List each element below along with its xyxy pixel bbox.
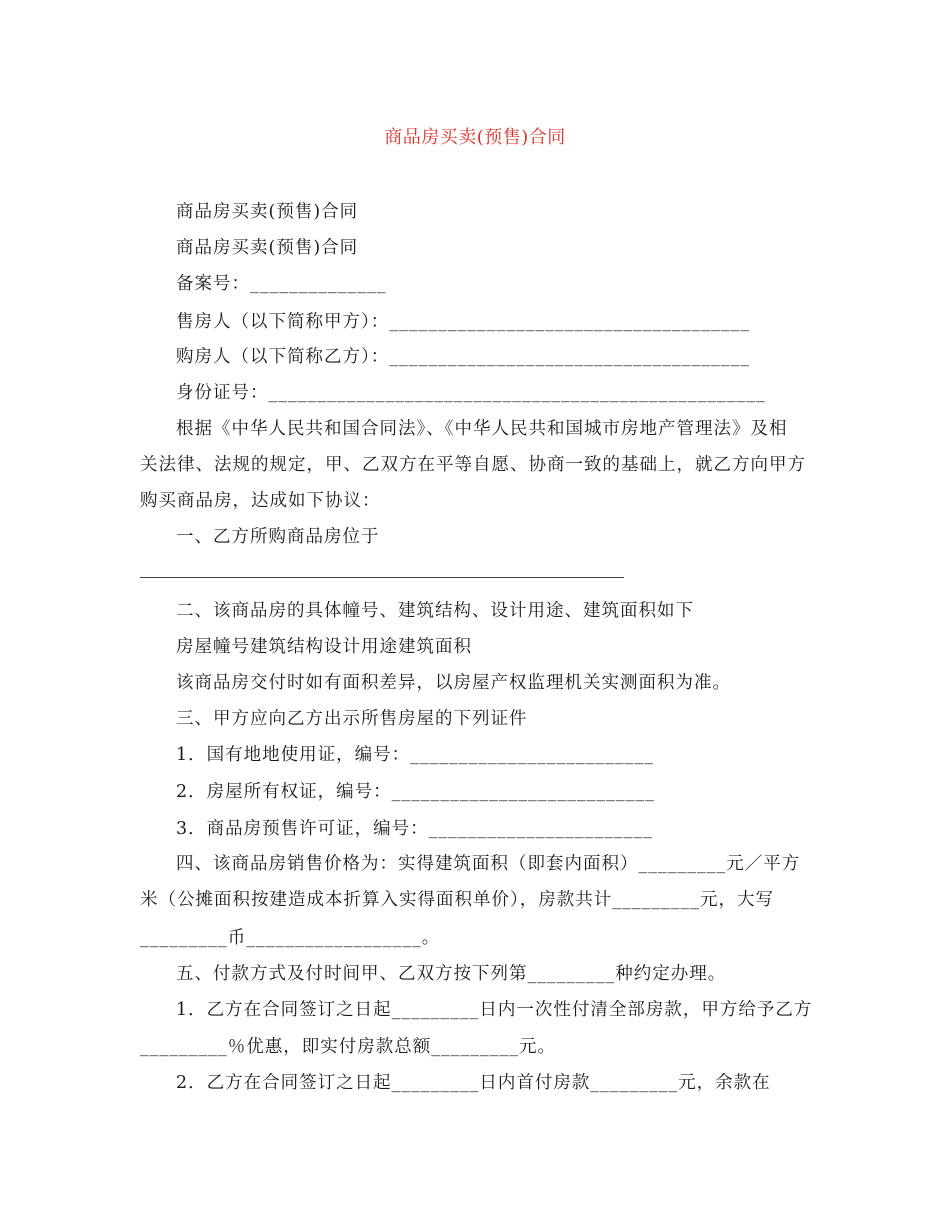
clause-4-line-2: 米（公摊面积按建造成本折算入实得面积单价），房款共计_________元，大写 xyxy=(140,890,774,910)
clause-4-line-3: _________币__________________。 xyxy=(140,928,441,948)
clause-4-line-1: 四、该商品房销售价格为：实得建筑面积（即套内面积）_________元／平方 xyxy=(176,854,801,874)
clause-3-item-2: 2．房屋所有权证，编号：___________________________ xyxy=(176,782,655,802)
subtitle-line-2: 商品房买卖(预售)合同 xyxy=(176,238,359,258)
clause-1-location: 一、乙方所购商品房位于 xyxy=(176,527,380,547)
seller-line: 售房人（以下简称甲方）：_____________________________________ xyxy=(176,312,750,332)
clause-5-item-1-line-1: 1．乙方在合同签订之日起_________日内一次性付清全部房款，甲方给予乙方 xyxy=(176,1000,813,1020)
clause-3-item-3: 3．商品房预售许可证，编号：_______________________ xyxy=(176,819,653,839)
preamble-line-2: 关法律、法规的规定，甲、乙双方在平等自愿、协商一致的基础上，就乙方向甲方 xyxy=(140,455,806,475)
document-title: 商品房买卖(预售)合同 xyxy=(384,127,566,148)
clause-3-heading: 三、甲方应向乙方出示所售房屋的下列证件 xyxy=(176,709,528,729)
clause-2-heading: 二、该商品房的具体幢号、建筑结构、设计用途、建筑面积如下 xyxy=(176,601,694,621)
preamble-line-3: 购买商品房，达成如下协议： xyxy=(140,491,381,511)
clause-2-area-note: 该商品房交付时如有面积差异，以房屋产权监理机关实测面积为准。 xyxy=(176,673,731,693)
id-number-line: 身份证号：___________________________________________________ xyxy=(176,383,766,403)
clause-5-item-1-line-2: _________％优惠，即实付房款总额_________元。 xyxy=(140,1037,556,1057)
clause-2-table-header: 房屋幢号建筑结构设计用途建筑面积 xyxy=(176,637,472,657)
clause-5-item-2-line-1: 2．乙方在合同签订之日起_________日内首付房款_________元，余款在 xyxy=(176,1073,771,1093)
clause-3-item-1: 1．国有地地使用证，编号：_________________________ xyxy=(176,745,654,765)
subtitle-line-1: 商品房买卖(预售)合同 xyxy=(176,202,359,222)
clause-5-heading: 五、付款方式及付时间甲、乙双方按下列第_________种约定办理。 xyxy=(176,964,727,984)
record-number-line: 备案号：______________ xyxy=(176,274,387,294)
buyer-line: 购房人（以下简称乙方）：_____________________________________ xyxy=(176,347,750,367)
location-blank-line xyxy=(140,577,624,578)
preamble-line-1: 根据《中华人民共和国合同法》、《中华人民共和国城市房地产管理法》及相 xyxy=(176,419,788,439)
